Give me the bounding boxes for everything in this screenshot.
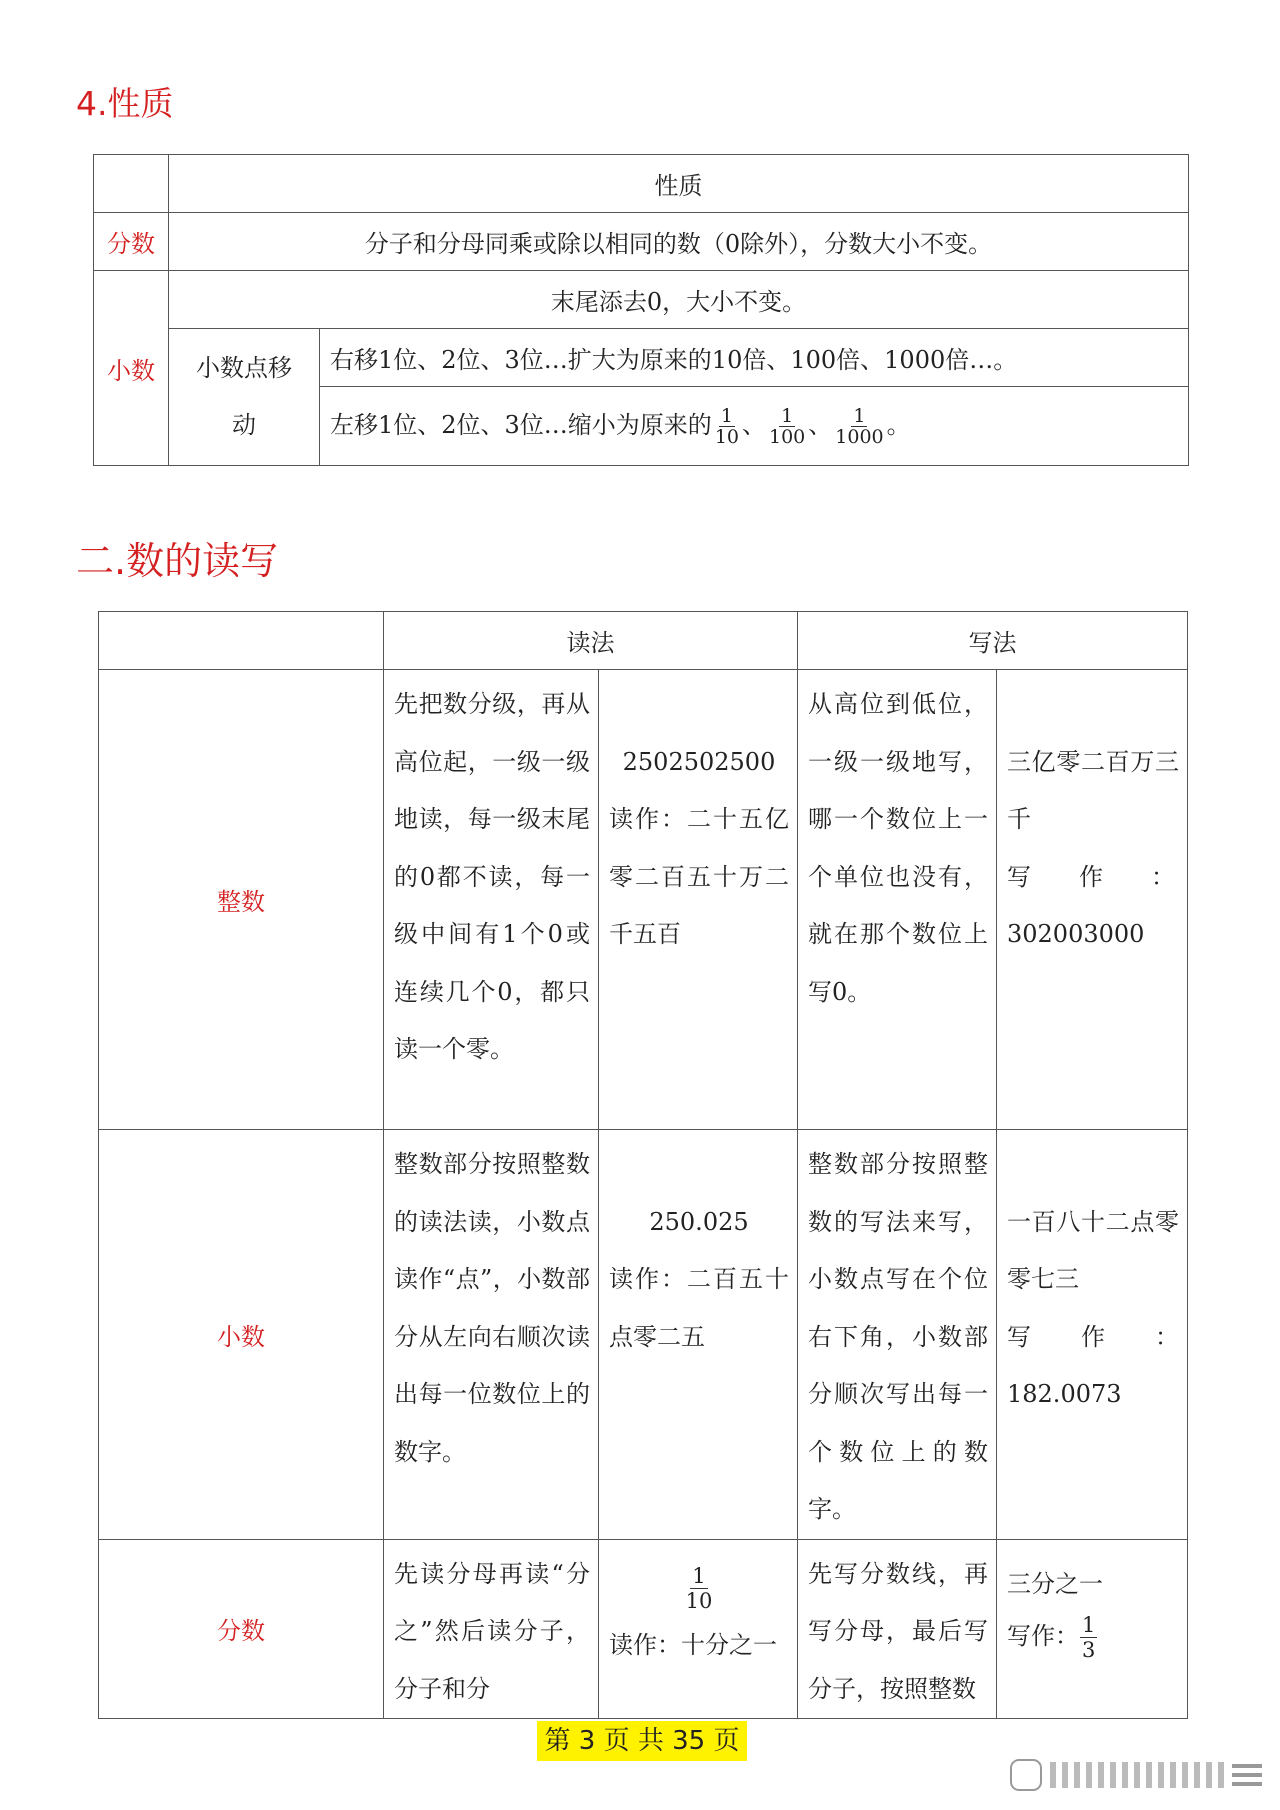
row-label-integer: 整数 bbox=[99, 670, 384, 1130]
integer-read-example bbox=[599, 670, 798, 1130]
decimal-read-example bbox=[599, 1130, 798, 1540]
decimal-read-example-text: 读作：二百五十点零二五 bbox=[609, 1265, 789, 1351]
properties-table bbox=[93, 154, 1189, 466]
integer-read-rule: 先把数分级，再从高位起，一级一级地读，每一级末尾的0都不读，每一级中间有1个0或连续几个0，都只读一个零。 bbox=[384, 670, 599, 1130]
decimal-read-example-number: 250.025 bbox=[649, 1207, 749, 1236]
header-read: 读法 bbox=[384, 612, 798, 670]
fraction-write-rule: 先写分数线，再写分母，最后写分子，按照整数 bbox=[798, 1539, 997, 1719]
decimal-point-move-label-line2: 动 bbox=[232, 411, 256, 439]
fraction-read-rule: 先读分母再读“分之”然后读分子，分子和分 bbox=[384, 1539, 599, 1719]
decimal-write-result: 写作：182.0073 bbox=[1007, 1322, 1179, 1408]
header-write: 写法 bbox=[798, 612, 1188, 670]
fraction-one-hundredth: $\frac{1}{100}$ bbox=[769, 405, 806, 448]
left-move-prefix: 左移1位、2位、3位…缩小为原来的 bbox=[330, 411, 712, 439]
fraction-one-tenth: $\frac{1}{10}$ bbox=[685, 1563, 713, 1613]
integer-write-rule: 从高位到低位，一级一级地写，哪一个数位上一个单位也没有，就在那个数位上写0。 bbox=[798, 670, 997, 1130]
row-label-fraction: 分数 bbox=[99, 1539, 384, 1719]
decimal-write-rule: 整数部分按照整数的写法来写，小数点写在个位右下角，小数部分顺次写出每一个数位上的数字。 bbox=[798, 1130, 997, 1540]
watermark-icon bbox=[1010, 1758, 1270, 1792]
decimal-point-move-label-line1: 小数点移 bbox=[196, 354, 292, 382]
left-move-rule: 左移1位、2位、3位…缩小为原来的 $\frac{1}{10}$ 、 $\frac{1}{100}$ 、 $\frac{1}{1000}$ 。 bbox=[320, 387, 1189, 466]
row-label-decimal: 小数 bbox=[99, 1130, 384, 1540]
section-heading-read-write: 二.数的读写 bbox=[76, 539, 279, 583]
fraction-one-third: $\frac{1}{3}$ bbox=[1082, 1612, 1096, 1662]
fraction-write-example-text: 三分之一 bbox=[1007, 1569, 1103, 1598]
decimal-trailing-zero-property: 末尾添去0，大小不变。 bbox=[169, 271, 1189, 329]
fraction-one-thousandth: $\frac{1}{1000}$ bbox=[835, 405, 884, 448]
fraction-one-tenth: $\frac{1}{10}$ bbox=[714, 405, 739, 448]
read-write-table bbox=[98, 611, 1188, 1719]
fraction-write-example bbox=[997, 1539, 1188, 1719]
integer-write-result-label: 写 作 ： bbox=[1007, 862, 1175, 891]
integer-read-example-text: 读作：二十五亿零二百五十万二千五百 bbox=[609, 805, 789, 948]
fraction-write-result-label: 写作： bbox=[1007, 1621, 1079, 1650]
decimal-read-rule: 整数部分按照整数的读法读，小数点读作“点”，小数部分从左向右顺次读出每一位数位上的数字。 bbox=[384, 1130, 599, 1540]
decimal-write-example-text: 一百八十二点零零七三 bbox=[1007, 1207, 1179, 1293]
decimal-write-example bbox=[997, 1130, 1188, 1540]
integer-read-example-number: 2502502500 bbox=[622, 747, 776, 776]
fraction-read-example bbox=[599, 1539, 798, 1719]
left-move-suffix: 。 bbox=[886, 411, 911, 439]
integer-write-result: 302003000 bbox=[1007, 920, 1145, 948]
properties-header: 性质 bbox=[169, 155, 1189, 213]
corner-cell bbox=[99, 612, 384, 670]
right-move-rule: 右移1位、2位、3位…扩大为原来的10倍、100倍、1000倍…。 bbox=[320, 329, 1189, 387]
page-number: 第 3 页 共 35 页 bbox=[537, 1721, 747, 1761]
integer-write-example-text: 三亿零二百万三千 bbox=[1007, 747, 1179, 833]
integer-write-example bbox=[997, 670, 1188, 1130]
fraction-property: 分子和分母同乘或除以相同的数（0除外），分数大小不变。 bbox=[169, 213, 1189, 271]
row-label-decimal: 小数 bbox=[94, 271, 169, 466]
decimal-point-move-label bbox=[169, 329, 320, 466]
corner-cell bbox=[94, 155, 169, 213]
row-label-fraction: 分数 bbox=[94, 213, 169, 271]
fraction-read-example-text: 读作：十分之一 bbox=[609, 1630, 777, 1659]
section-heading-properties: 4.性质 bbox=[76, 84, 174, 123]
